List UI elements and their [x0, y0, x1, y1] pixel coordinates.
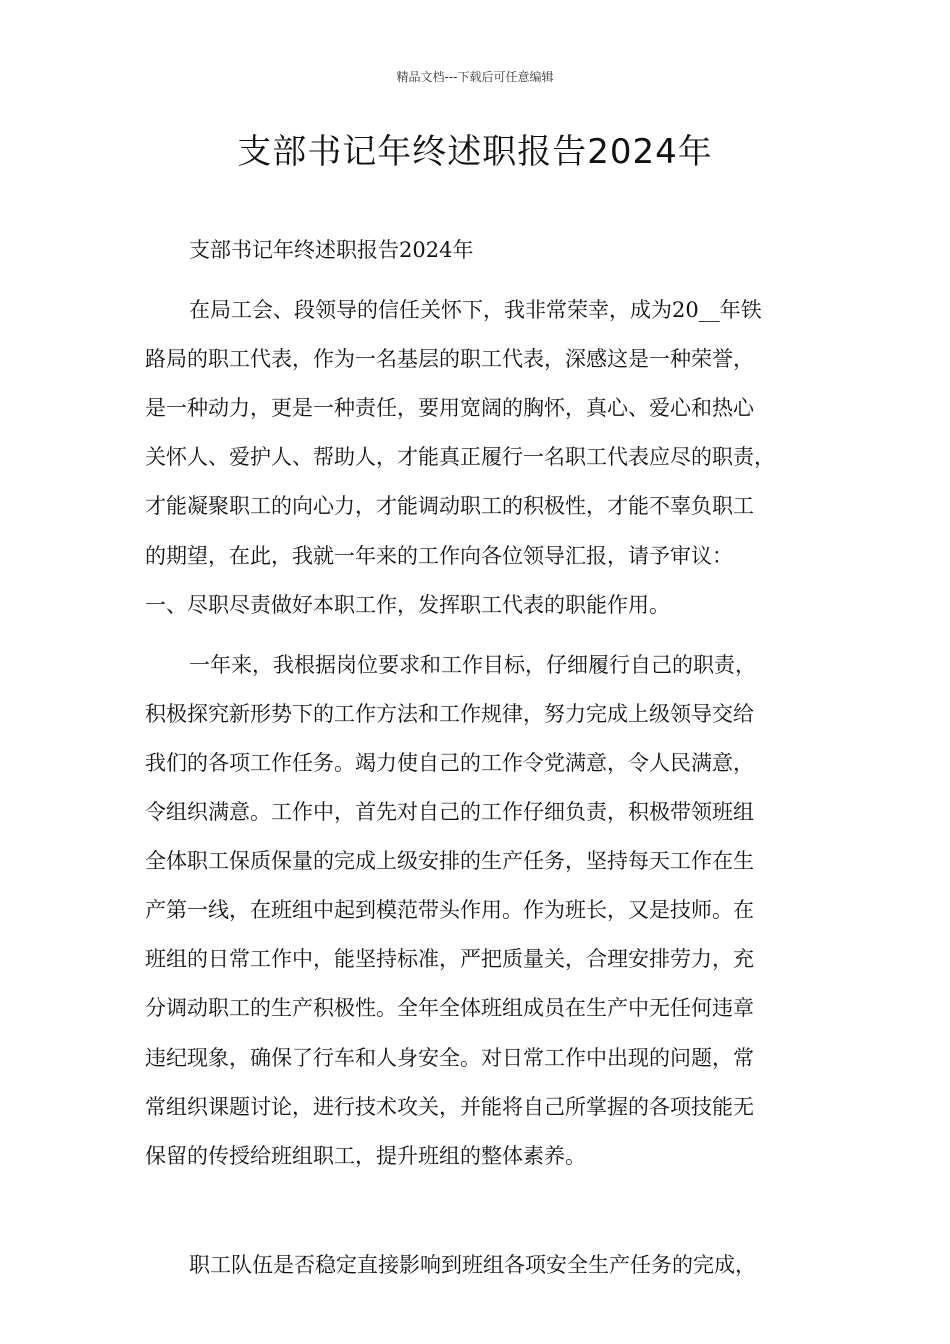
body-line: 一年来，我根据岗位要求和工作目标，仔细履行自己的职责， [189, 652, 756, 677]
body-line: 的期望，在此，我就一年来的工作向各位领导汇报，请予审议： [145, 543, 733, 568]
body-line: 违纪现象，确保了行车和人身安全。对日常工作中出现的问题，常 [145, 1045, 754, 1070]
body-line: 班组的日常工作中，能坚持标准，严把质量关，合理安排劳力，充 [145, 947, 754, 972]
body-line: 支部书记年终述职报告2024年 [189, 238, 474, 262]
body-line: 分调动职工的生产积极性。全年全体班组成员在生产中无任何违章 [145, 996, 754, 1021]
body-line: 一、尽职尽责做好本职工作，发挥职工代表的职能作用。 [145, 592, 670, 617]
body-line: 路局的职工代表，作为一名基层的职工代表，深感这是一种荣誉， [145, 347, 754, 372]
body-line: 全体职工保质保量的完成上级安排的生产任务，坚持每天工作在生 [145, 849, 754, 874]
body-line: 是一种动力，更是一种责任，要用宽阔的胸怀，真心、爱心和热心 [145, 396, 754, 421]
body-line: 保留的传授给班组职工，提升班组的整体素养。 [145, 1143, 586, 1168]
body-line: 积极探究新形势下的工作方法和工作规律，努力完成上级领导交给 [145, 701, 754, 726]
body-line: 关怀人、爱护人、帮助人，才能真正履行一名职工代表应尽的职责， [145, 445, 775, 470]
body-line [145, 1181, 820, 1230]
body-line: 常组织课题讨论，进行技术攻关，并能将自己所掌握的各项技能无 [145, 1094, 754, 1119]
document-body [145, 226, 820, 1290]
header-note: 精品文档---下载后可任意编辑 [396, 70, 554, 84]
body-line: 在局工会、段领导的信任关怀下，我非常荣幸，成为20__年铁 [189, 298, 762, 323]
body-line: 才能凝聚职工的向心力，才能调动职工的积极性，才能不辜负职工 [145, 494, 754, 519]
body-line: 产第一线，在班组中起到模范带头作用。作为班长，又是技师。在 [145, 898, 754, 923]
body-line: 令组织满意。工作中，首先对自己的工作仔细负责，积极带领班组 [145, 800, 754, 825]
document-title: 支部书记年终述职报告2024年 [237, 132, 713, 172]
body-line: 职工队伍是否稳定直接影响到班组各项安全生产任务的完成， [189, 1252, 756, 1277]
body-line: 我们的各项工作任务。竭力使自己的工作令党满意，令人民满意， [145, 750, 754, 775]
